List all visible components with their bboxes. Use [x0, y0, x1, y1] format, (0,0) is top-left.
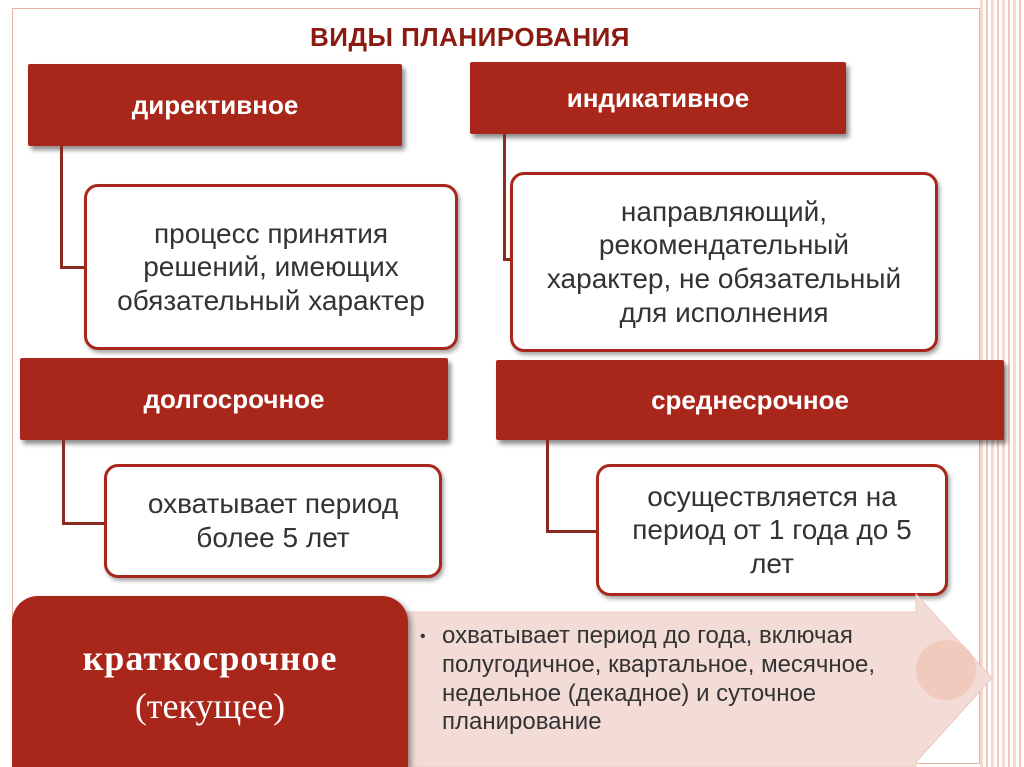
- long-term-description: [104, 464, 442, 578]
- long-term-description-text: охватывает период более 5 лет: [147, 488, 399, 553]
- short-term-description: [420, 622, 940, 737]
- directive-connector: [60, 146, 87, 269]
- mid-term-description-text: осуществляется на период от 1 года до 5 лет: [632, 480, 912, 579]
- mid-term-header-label: среднесрочное: [651, 384, 849, 415]
- long-term-header-label: долгосрочное: [143, 383, 325, 414]
- mid-term-description: [596, 464, 948, 596]
- indicative-header-label: индикативное: [566, 82, 750, 113]
- indicative-description-text: направляющий, рекомендательный характер, не обязательный для исполнения: [546, 195, 902, 328]
- bullet-icon: •: [420, 628, 426, 645]
- mid-term-connector: [546, 440, 601, 533]
- short-term-header: [12, 596, 408, 767]
- long-term-header: [20, 358, 448, 440]
- page-title: ВИДЫ ПЛАНИРОВАНИЯ: [310, 22, 630, 52]
- indicative-description: [510, 172, 938, 352]
- indicative-header: [470, 62, 846, 134]
- directive-header-label: директивное: [131, 89, 299, 120]
- directive-description: [84, 184, 458, 350]
- mid-term-header: [496, 360, 1004, 440]
- directive-description-text: процесс принятия решений, имеющих обязательный характер: [117, 217, 425, 316]
- short-term-header-label: краткосрочное: [82, 637, 338, 678]
- directive-header: [28, 64, 402, 146]
- short-term-description-text: охватывает период до года, включая полугодичное, квартальное, месячное, недельное (декадное) и суточное планирование: [442, 622, 876, 736]
- short-term-subheader: (текущее): [134, 685, 286, 726]
- long-term-connector: [62, 440, 109, 525]
